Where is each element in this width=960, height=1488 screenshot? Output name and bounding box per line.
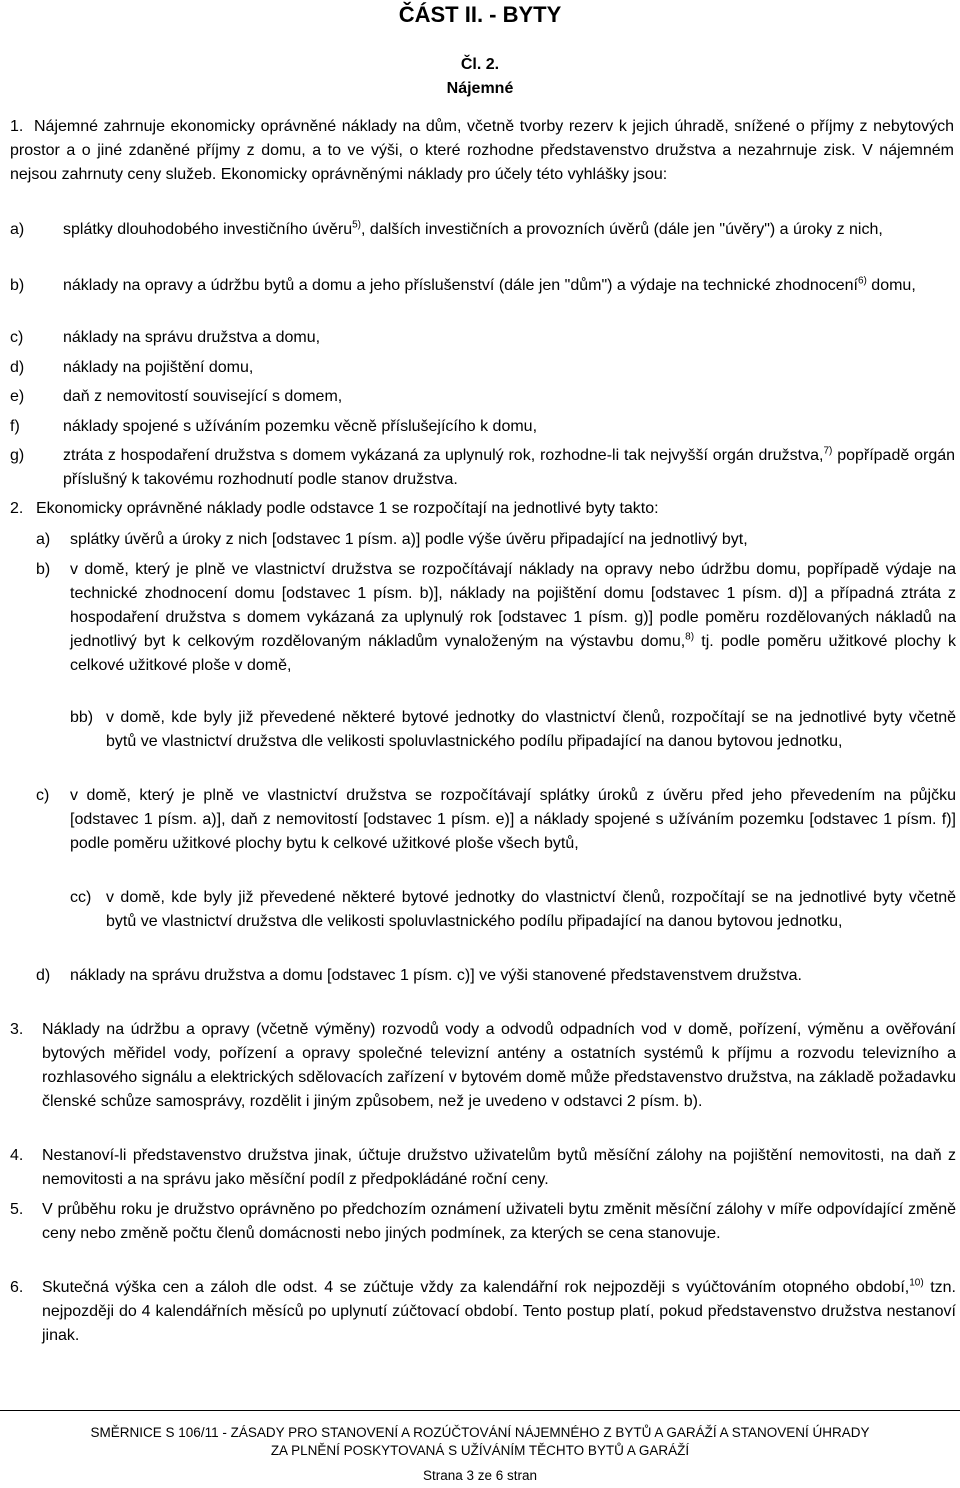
paragraph-5: V průběhu roku je družstvo oprávněno po předchozím oznámení uživateli bytu změnit měsíční zálohy v míře odpovídající změně ceny nebo změně počtu členů domácnosti nebo jiných podmínek, za kterých se cena stanovuje.: [42, 1201, 956, 1242]
item-label: g): [10, 447, 25, 464]
item-label: e): [10, 388, 25, 405]
item-label: b): [36, 561, 51, 578]
paragraph-1-item-e: daň z nemovitostí související s domem,: [63, 388, 343, 405]
article-heading: Nájemné: [446, 80, 514, 97]
item-label: bb): [70, 709, 94, 726]
paragraph-number: 3.: [10, 1021, 24, 1038]
paragraph-number: 5.: [10, 1201, 24, 1218]
paragraph-number: 6.: [10, 1279, 24, 1296]
paragraph-2-item-a: splátky úvěrů a úroky z nich [odstavec 1 písm. a)] podle výše úvěru připadající na jednotlivý byt,: [70, 531, 748, 548]
paragraph-2-item-c: v domě, který je plně ve vlastnictví družstva se rozpočítávají splátky úroků z úvěru před jeho převedením na půjčku [odstavec 1 písm. a)], daň z nemovitostí [odstavec 1 písm. e)] a náklady spojené s užíváním pozemku [odstavec 1 písm. f)] podle poměru užitkové plochy bytu k celkové užitkové ploše všech bytů,: [70, 787, 956, 852]
footer-line-1: SMĚRNICE S 106/11 - ZÁSADY PRO STANOVENÍ A ROZÚČTOVÁNÍ NÁJEMNÉHO Z BYTŮ A GARÁŽÍ A STANOVENÍ ÚHRADY: [90, 1425, 870, 1440]
paragraph-1-item-f: náklady spojené s užíváním pozemku věcně příslušejícího k domu,: [63, 418, 538, 435]
item-label: cc): [70, 889, 92, 906]
item-label: a): [10, 221, 25, 238]
paragraph-1-item-b: náklady na opravy a údržbu bytů a domu a jeho příslušenství (dále jen "dům") a výdaje na technické zhodnocení$^{6)}$ domu,: [63, 275, 916, 294]
paragraph-3: Náklady na údržbu a opravy (včetně výměny) rozvodů vody a odvodů odpadních vod v domě, pořízení, výměnu a ověřování bytových měřidel vody, pořízení a opravy společné televizní antény a ostatních systémů k příjmu a rozvodu televizního a rozhlasového signálu a elektrických sdělovacích zařízení v bytovém domě může představenstvo družstva, na základě požadavku členské schůze samosprávy, rozdělit i jiným způsobem, než je uvedeno v odstavci 2 písm. b).: [42, 1021, 956, 1110]
page-number: Strana 3 ze 6 stran: [422, 1468, 538, 1483]
item-label: c): [36, 787, 50, 804]
footer-divider: [0, 1410, 960, 1411]
item-label: d): [10, 359, 25, 376]
paragraph-6: Skutečná výška cen a záloh dle odst. 4 se zúčtuje vždy za kalendářní rok nejpozději s vyúčtováním otopného období,$^{10)}$ tzn. nejpozději do 4 kalendářních měsíců po uplynutí zúčtovací období. Tento postup platí, pokud představenstvo družstva nestanoví jinak.: [42, 1277, 956, 1344]
paragraph-2-item-d: náklady na správu družstva a domu [odstavec 1 písm. c)] ve výši stanovené představenstvem družstva.: [70, 967, 802, 984]
part-title: ČÁST II. - BYTY: [398, 2, 562, 27]
item-label: b): [10, 277, 25, 294]
paragraph-1-item-d: náklady na pojištění domu,: [63, 359, 254, 376]
paragraph-1-intro: Nájemné zahrnuje ekonomicky oprávněné náklady na dům, včetně tvorby rezerv k jejich úhradě, snížené o příjmy z nebytových prostor a o jiné zdaněné příjmy z domu, a to ve výši, o které rozhodne představenstvo družstva a nezahrnuje zisk. V nájemném nejsou zahrnuty ceny služeb. Ekonomicky oprávněnými náklady pro účely této vyhlášky jsou:: [10, 118, 954, 183]
paragraph-2-intro: Ekonomicky oprávněné náklady podle odstavce 1 se rozpočítají na jednotlivé byty takto:: [36, 500, 659, 517]
item-label: a): [36, 531, 51, 548]
item-label: f): [10, 418, 20, 435]
paragraph-2-item-cc: v domě, kde byly již převedené některé bytové jednotky do vlastnictví členů, rozpočítají se na jednotlivé byty včetně bytů ve vlastnictví družstva dle velikosti spoluvlastnického podílu připadající na danou bytovou jednotku,: [106, 889, 956, 930]
paragraph-number: 4.: [10, 1147, 24, 1164]
paragraph-1-item-g: ztráta z hospodaření družstva s domem vykázaná za uplynulý rok, rozhodne-li tak nejvyšší orgán družstva,$^{7)}$ popřípadě orgán příslušný k takovému rozhodnutí podle stanov družstva.: [63, 445, 956, 488]
paragraph-number: 1.: [10, 118, 24, 135]
paragraph-2-item-b: v domě, který je plně ve vlastnictví družstva se rozpočítávají náklady na opravy nebo údržbu domu, popřípadě výdaje na technické zhodnocení domu [odstavec 1 písm. b)], náklady na pojištění domu [odstavec 1 písm. d)] a případná ztráta z hospodaření družstva s domem vykázaná za uplynulý rok [odstavec 1 písm. g)] podle poměru rozdělovaných nákladů na jednotlivý byt k celkovým rozdělovaným nákladům vynaloženým na výstavbu domu,$^{8)}$ tj. podle poměru užitkové plochy k celkové užitkové ploše v domě,: [70, 561, 956, 674]
paragraph-number: 2.: [10, 500, 24, 517]
paragraph-2-item-bb: v domě, kde byly již převedené některé bytové jednotky do vlastnictví členů, rozpočítají se na jednotlivé byty včetně bytů ve vlastnictví družstva dle velikosti spoluvlastnického podílu připadající na danou bytovou jednotku,: [106, 709, 956, 750]
paragraph-1-item-c: náklady na správu družstva a domu,: [63, 329, 321, 346]
article-number: Čl. 2.: [460, 56, 500, 73]
item-label: d): [36, 967, 51, 984]
footer-line-2: ZA PLNĚNÍ POSKYTOVANÁ S UŽÍVÁNÍM TĚCHTO BYTŮ A GARÁŽÍ: [270, 1443, 690, 1458]
item-label: c): [10, 329, 24, 346]
paragraph-4: Nestanoví-li představenstvo družstva jinak, účtuje družstvo uživatelům bytů měsíční zálohy na pojištění nemovitosti, na daň z nemovitosti a na správu jako měsíční podíl z předpokládáné roční ceny.: [42, 1147, 956, 1188]
paragraph-1-item-a: splátky dlouhodobého investičního úvěru$^{5)}$, dalších investičních a provozních úvěrů (dále jen "úvěry") a úroky z nich,: [63, 219, 883, 238]
